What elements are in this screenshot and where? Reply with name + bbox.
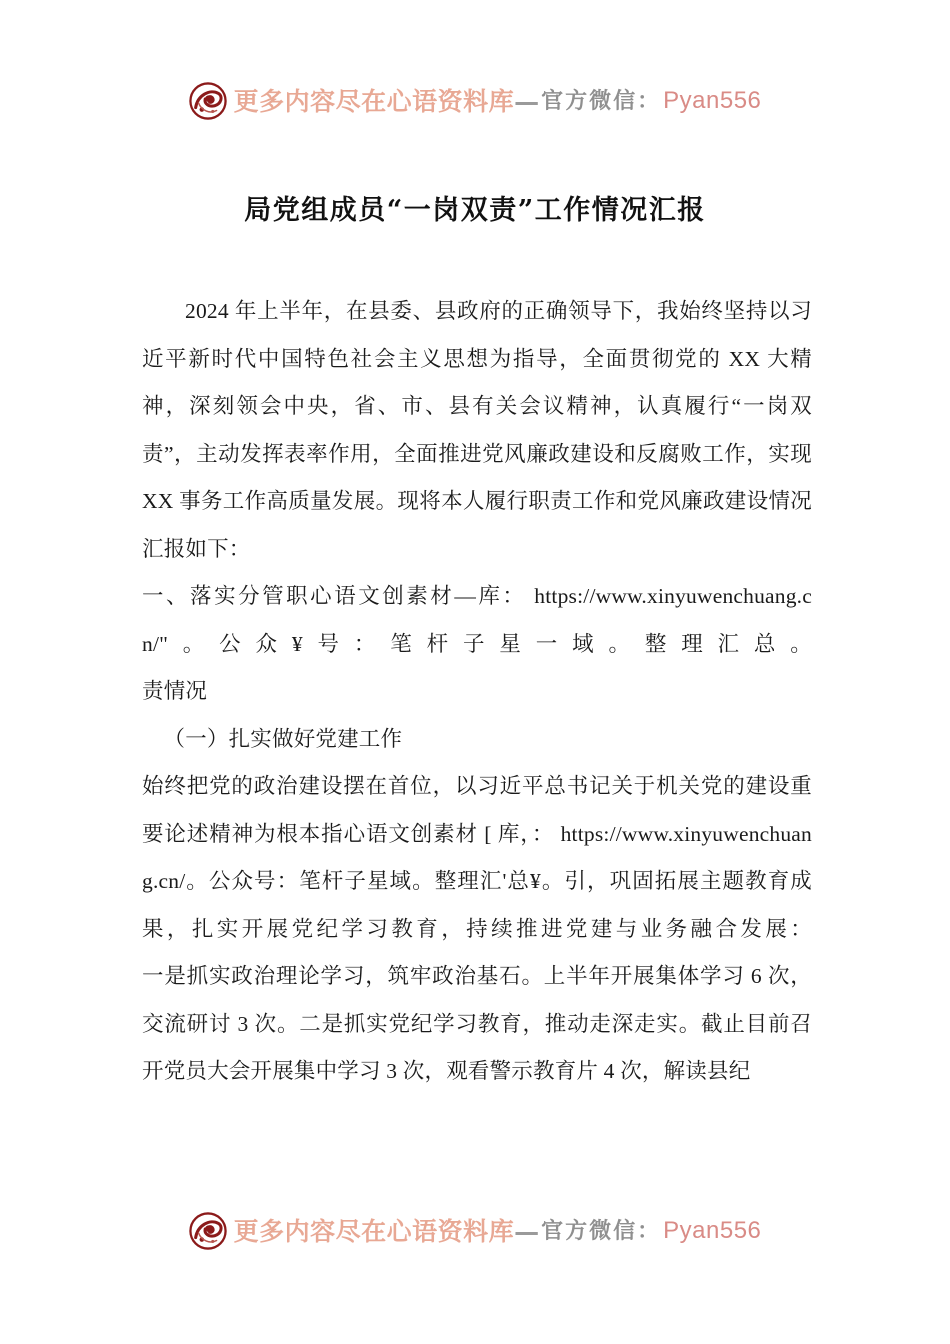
- watermark-wechat-handle: Pyan556: [663, 87, 762, 114]
- watermark-wechat-handle: Pyan556: [663, 1217, 762, 1244]
- document-body: [142, 288, 812, 1096]
- paragraph-sub-heading-1: （一）扎实做好党建工作: [163, 726, 403, 751]
- circular-swirl-emblem-icon: [189, 1212, 227, 1250]
- circular-swirl-emblem-icon: [189, 82, 227, 120]
- page-title: 局党组成员“一岗双责”工作情况汇报: [244, 195, 706, 227]
- paragraph-intro: 2024 年上半年，在县委、县政府的正确领导下，我始终坚持以习近平新时代中国特色社会主义思想为指导，全面贯彻党的 XX 大精神，深刻领会中央，省、市、县有关会议精神，认真履行“一岗双责”，主动发挥表率作用，全面推进党风廉政建设和反腐败工作，实现 XX 事务工作高质量发展。现将本人履行职责工作和党风廉政建设情况汇报如下：: [142, 299, 812, 561]
- watermark-secondary-text: 官方微信：: [541, 88, 662, 114]
- watermark-banner-bottom: [0, 1212, 950, 1250]
- watermark-dash: —: [514, 1216, 540, 1246]
- watermark-primary-text: 更多内容尽在心语资料库: [233, 86, 515, 116]
- paragraph-section-1: 一、落实分管职心语文创素材—库： https://www.xinyuwenchuang.cn/"。公众¥号：笔杆子星一域。整理汇总。: [142, 584, 812, 656]
- paragraph-body-1: 始终把党的政治建设摆在首位，以习近平总书记关于机关党的建设重要论述精神为根本指心语文创素材 [ 库，： https://www.xinyuwenchuang.cn/。公众号：笔杆子星域。整理汇'总¥。引，巩固拓展主题教育成果，扎实开展党纪学习教育，持续推进党建与业务融合发展：: [142, 774, 812, 941]
- paragraph-section-1-tail: 责情况: [142, 679, 208, 703]
- watermark-banner-top: [0, 82, 950, 120]
- paragraph-body-2: 一是抓实政治理论学习，筑牢政治基石。上半年开展集体学习 6 次，交流研讨 3 次。二是抓实党纪学习教育，推动走深走实。截止目前召开党员大会开展集中学习 3 次，观看警示教育片 4 次，解读县纪: [142, 964, 812, 1083]
- watermark-secondary-text: 官方微信：: [541, 1218, 662, 1244]
- watermark-primary-text: 更多内容尽在心语资料库: [233, 1216, 515, 1246]
- watermark-dash: —: [514, 86, 540, 116]
